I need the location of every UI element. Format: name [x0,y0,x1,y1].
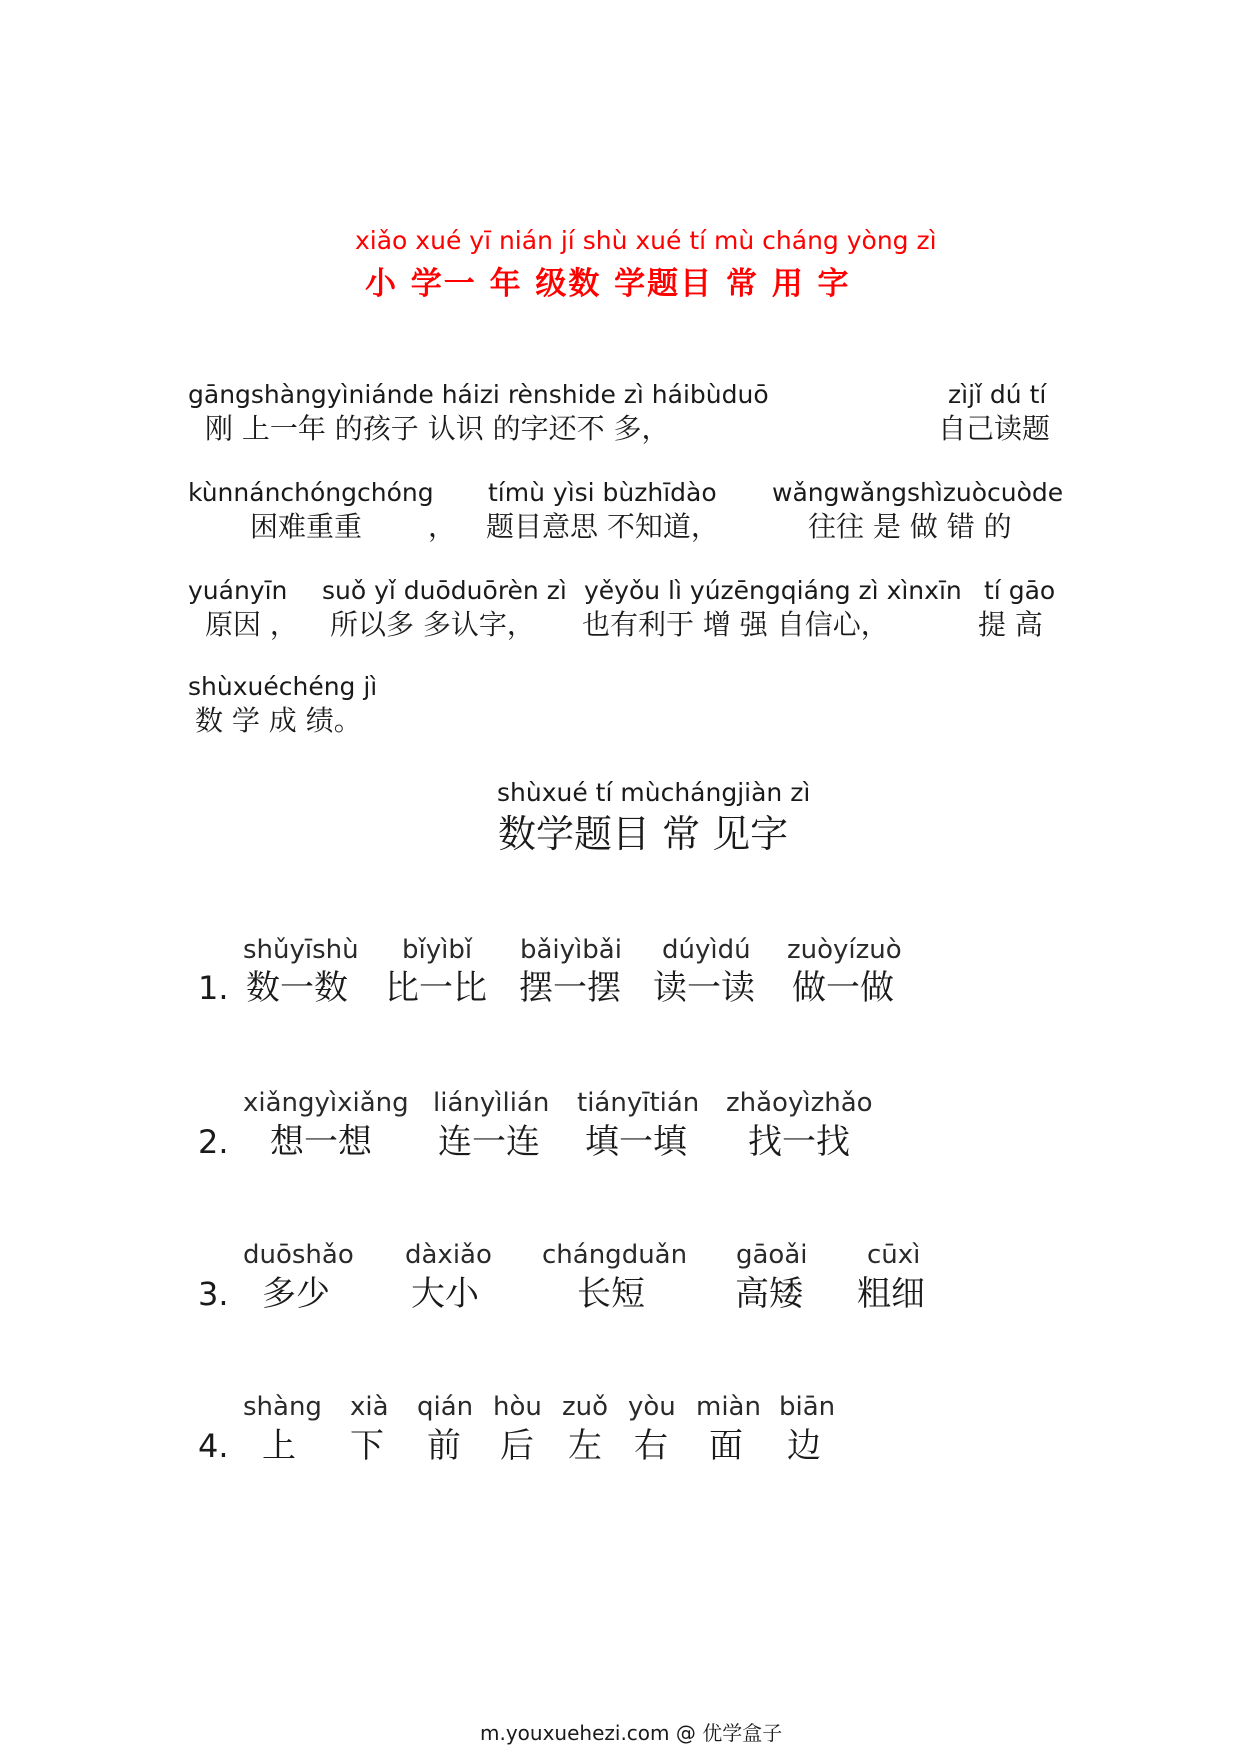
word-hanzi: 想一想 [270,1122,372,1162]
intro-pinyin: yěyǒu lì yúzēngqiáng zì xìnxīn [584,576,962,605]
word-pinyin: dàxiǎo [405,1240,492,1270]
intro-text: 题目意思 不知道， [486,510,719,543]
item-number: 4. [198,1427,229,1465]
word-hanzi: 边 [787,1426,821,1466]
intro-text: 刚 上一年 的孩子 认识 的字还不 多， [205,412,670,445]
word-hanzi: 前 [427,1426,461,1466]
word-pinyin: chángduǎn [542,1240,688,1270]
word-hanzi: 长短 [577,1274,645,1314]
subtitle-pinyin: shùxué tí mùchángjiàn zì [497,778,811,807]
word-pinyin: cūxì [867,1240,921,1270]
word-hanzi: 摆一摆 [519,968,621,1008]
word-hanzi: 粗细 [857,1274,925,1314]
word-pinyin: zuòyízuò [787,935,902,965]
word-hanzi: 比一比 [385,968,487,1008]
intro-text: 自己读题 [938,412,1051,445]
word-pinyin: bǎiyìbǎi [520,935,622,965]
word-hanzi: 后 [500,1426,534,1466]
word-hanzi: 大小 [411,1274,479,1314]
intro-text: 所以多 多认字， [330,608,535,641]
intro-pinyin: shùxuéchéng jì [188,672,378,701]
word-hanzi: 做一做 [792,968,894,1008]
word-hanzi: 右 [634,1426,668,1466]
intro-text: 提 高 [978,608,1043,641]
word-pinyin: xià [350,1392,389,1422]
word-pinyin: tiányītián [577,1088,700,1118]
word-pinyin: dúyìdú [662,935,751,965]
word-pinyin: miàn [696,1392,761,1422]
word-hanzi: 填一填 [585,1122,687,1162]
intro-text: 也有利于 增 强 自信心， [582,608,889,641]
word-hanzi: 数一数 [246,968,348,1008]
intro-pinyin: wǎngwǎngshìzuòcuòde [772,478,1064,507]
word-pinyin: zhǎoyìzhǎo [726,1088,873,1118]
word-pinyin: shàng [243,1392,322,1422]
word-hanzi: 高矮 [735,1274,803,1314]
word-pinyin: hòu [493,1392,542,1422]
word-pinyin: liányìlián [433,1088,550,1118]
word-pinyin: duōshǎo [243,1240,354,1270]
word-hanzi: 上 [262,1426,296,1466]
intro-text: 原因 ， [205,608,298,641]
item-number: 2. [198,1123,229,1161]
intro-text: 数 学 成 绩。 [195,704,362,737]
word-pinyin: biān [779,1392,836,1422]
intro-pinyin: yuányīn [188,576,288,605]
intro-text: ， [428,510,457,543]
word-hanzi: 找一找 [748,1122,850,1162]
intro-pinyin: tí gāo [984,576,1056,605]
page-title: 小 学一 年 级数 学题目 常 用 字 [365,266,851,302]
word-hanzi: 连一连 [438,1122,540,1162]
word-hanzi: 面 [709,1426,743,1466]
item-number: 1. [198,969,229,1007]
intro-pinyin: gāngshàngyìniánde háizi rènshide zì háibùduō [188,380,769,409]
word-pinyin: qián [417,1392,474,1422]
word-pinyin: xiǎngyìxiǎng [243,1088,409,1118]
intro-text: 困难重重 [250,510,363,543]
word-pinyin: zuǒ [562,1392,609,1422]
intro-pinyin: suǒ yǐ duōduōrèn zì [322,576,567,605]
intro-pinyin: kùnnánchóngchóng [188,478,434,507]
intro-text: 往往 是 做 错 的 [808,510,1012,543]
subtitle: 数学题目 常 见字 [498,812,789,856]
word-pinyin: gāoǎi [736,1240,808,1270]
word-hanzi: 读一读 [653,968,755,1008]
word-hanzi: 左 [568,1426,602,1466]
title-pinyin: xiǎo xué yī nián jí shù xué tí mù cháng yòng zì [355,226,937,255]
word-pinyin: yòu [628,1392,676,1422]
word-pinyin: shǔyīshù [243,935,359,965]
intro-pinyin: zìjǐ dú tí [948,380,1047,409]
footer-watermark: m.youxuehezi.com @ 优学盒子 [480,1721,783,1745]
word-hanzi: 下 [350,1426,384,1466]
item-number: 3. [198,1275,229,1313]
word-hanzi: 多少 [262,1274,330,1314]
word-pinyin: bǐyìbǐ [402,935,473,965]
intro-pinyin: tímù yìsi bùzhīdào [488,478,717,507]
